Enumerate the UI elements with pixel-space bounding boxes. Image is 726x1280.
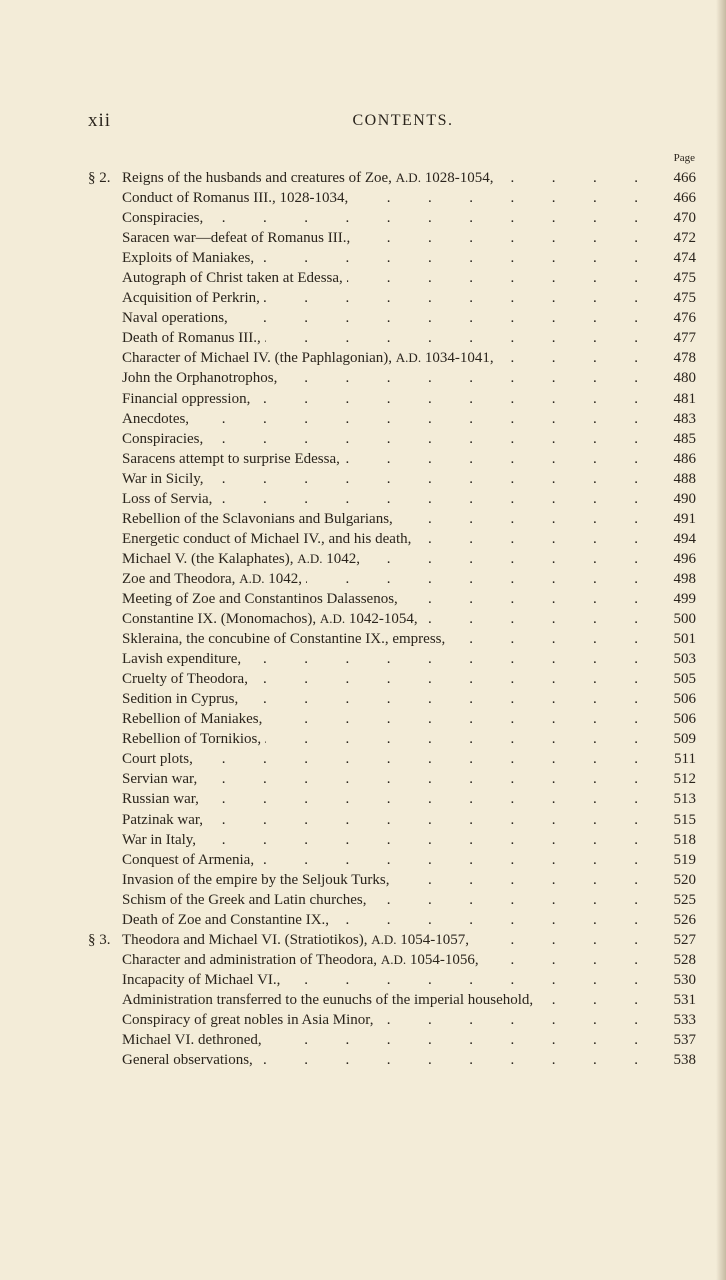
entry-page-number: 531 xyxy=(673,991,696,1008)
entry-page-number: 505 xyxy=(673,671,696,688)
entry-title: Constantine IX. (Monomachos), A.D. 1042-1054, xyxy=(122,609,422,629)
toc-entry xyxy=(88,649,696,669)
toc-entry xyxy=(88,328,696,348)
entry-title: Court plots, xyxy=(122,749,197,769)
table-of-contents xyxy=(88,168,696,1070)
toc-entry xyxy=(88,629,696,649)
entry-title: Zoe and Theodora, A.D. 1042, xyxy=(122,569,306,589)
toc-entry xyxy=(88,850,696,870)
entry-title: Schism of the Greek and Latin churches, xyxy=(122,890,371,910)
entry-title: Patzinak war, xyxy=(122,810,207,830)
entry-page-number: 498 xyxy=(673,570,696,587)
entry-page-number: 527 xyxy=(673,931,696,948)
entry-page-number: 501 xyxy=(673,631,696,648)
toc-entry xyxy=(88,288,696,308)
entry-title: General observations, xyxy=(122,1050,257,1070)
entry-title: Character and administration of Theodora, A.D. 1054-1056, xyxy=(122,950,483,970)
entry-page-number: 481 xyxy=(673,390,696,407)
entry-title: Anecdotes, xyxy=(122,409,193,429)
entry-title: Saracens attempt to surprise Edessa, xyxy=(122,449,344,469)
entry-title: Conduct of Romanus III., 1028-1034, xyxy=(122,188,352,208)
toc-entry xyxy=(88,910,696,930)
entry-title: Conspiracies, xyxy=(122,429,207,449)
entry-page-number: 480 xyxy=(673,370,696,387)
entry-title: Conspiracy of great nobles in Asia Minor, xyxy=(122,1010,377,1030)
entry-page-number: 512 xyxy=(673,771,696,788)
toc-entry xyxy=(88,228,696,248)
entry-page-number: 476 xyxy=(673,310,696,327)
entry-page-number: 499 xyxy=(673,590,696,607)
toc-entry xyxy=(88,208,696,228)
entry-title: Financial oppression, xyxy=(122,389,254,409)
entry-page-number: 533 xyxy=(673,1011,696,1028)
toc-entry xyxy=(88,769,696,789)
entry-title: Administration transferred to the eunuchs of the imperial household, xyxy=(122,990,537,1010)
toc-entry xyxy=(88,569,696,589)
entry-title: Sedition in Cyprus, xyxy=(122,689,242,709)
entry-title: Death of Romanus III., xyxy=(122,328,265,348)
toc-entry xyxy=(88,449,696,469)
toc-entry xyxy=(88,609,696,629)
toc-entry xyxy=(88,709,696,729)
entry-title: Rebellion of the Sclavonians and Bulgarians, xyxy=(122,509,397,529)
entry-page-number: 503 xyxy=(673,651,696,668)
entry-title: War in Sicily, xyxy=(122,469,208,489)
entry-page-number: 496 xyxy=(673,550,696,567)
entry-page-number: 518 xyxy=(673,831,696,848)
entry-page-number: 491 xyxy=(673,510,696,527)
entry-page-number: 475 xyxy=(673,270,696,287)
page-column-heading: Page xyxy=(673,152,695,164)
entry-title: Conquest of Armenia, xyxy=(122,850,258,870)
toc-entry xyxy=(88,990,696,1010)
toc-entry xyxy=(88,689,696,709)
entry-page-number: 470 xyxy=(673,210,696,227)
toc-entry xyxy=(88,469,696,489)
toc-entry xyxy=(88,368,696,388)
entry-title: Michael V. (the Kalaphates), A.D. 1042, xyxy=(122,549,364,569)
page-edge-shadow xyxy=(716,0,726,1280)
entry-title: Naval operations, xyxy=(122,308,232,328)
entry-page-number: 466 xyxy=(673,170,696,186)
toc-entry xyxy=(88,789,696,809)
entry-title: Character of Michael IV. (the Paphlagonian), A.D. 1034-1041, xyxy=(122,348,498,368)
entry-page-number: 528 xyxy=(673,951,696,968)
entry-page-number: 526 xyxy=(673,911,696,928)
dot-leader xyxy=(122,749,638,769)
entry-title: Servian war, xyxy=(122,769,201,789)
entry-page-number: 513 xyxy=(673,791,696,808)
entry-page-number: 525 xyxy=(673,891,696,908)
entry-page-number: 475 xyxy=(673,290,696,307)
running-title: CONTENTS. xyxy=(352,112,454,129)
toc-entry xyxy=(88,749,696,769)
entry-title: Meeting of Zoe and Constantinos Dalassenos, xyxy=(122,589,402,609)
toc-entry xyxy=(88,1030,696,1050)
entry-page-number: 474 xyxy=(673,250,696,267)
toc-entry xyxy=(88,509,696,529)
page-number: xii xyxy=(88,110,112,131)
entry-page-number: 490 xyxy=(673,490,696,507)
toc-entry xyxy=(88,389,696,409)
entry-title: Invasion of the empire by the Seljouk Turks, xyxy=(122,870,393,890)
dot-leader xyxy=(122,409,638,429)
toc-entry xyxy=(88,810,696,830)
toc-entry xyxy=(88,168,696,188)
page-header xyxy=(88,110,688,136)
toc-entry xyxy=(88,308,696,328)
entry-page-number: 477 xyxy=(673,330,696,347)
entry-title: War in Italy, xyxy=(122,830,200,850)
entry-page-number: 538 xyxy=(673,1052,696,1069)
entry-title: Theodora and Michael VI. (Stratiotikos), A.D. 1054-1057, xyxy=(122,930,473,950)
entry-title: Conspiracies, xyxy=(122,208,207,228)
toc-entry xyxy=(88,729,696,749)
entry-page-number: 483 xyxy=(673,410,696,427)
entry-title: Michael VI. dethroned, xyxy=(122,1030,266,1050)
toc-entry xyxy=(88,529,696,549)
entry-title: Cruelty of Theodora, xyxy=(122,669,252,689)
entry-page-number: 506 xyxy=(673,691,696,708)
toc-entry xyxy=(88,890,696,910)
entry-page-number: 488 xyxy=(673,470,696,487)
entry-title: John the Orphanotrophos, xyxy=(122,368,281,388)
entry-page-number: 519 xyxy=(673,851,696,868)
entry-page-number: 500 xyxy=(673,611,696,628)
toc-entry xyxy=(88,950,696,970)
entry-page-number: 494 xyxy=(673,530,696,547)
section-number: § 2. xyxy=(88,170,111,186)
toc-entry xyxy=(88,348,696,368)
entry-page-number: 485 xyxy=(673,430,696,447)
toc-entry xyxy=(88,248,696,268)
entry-title: Russian war, xyxy=(122,789,203,809)
entry-page-number: 478 xyxy=(673,350,696,367)
entry-title: Death of Zoe and Constantine IX., xyxy=(122,910,333,930)
entry-title: Reigns of the husbands and creatures of Zoe, A.D. 1028-1054, xyxy=(122,168,497,188)
entry-page-number: 506 xyxy=(673,711,696,728)
toc-entry xyxy=(88,1050,696,1070)
entry-title: Energetic conduct of Michael IV., and his death, xyxy=(122,529,415,549)
toc-entry xyxy=(88,409,696,429)
entry-title: Acquisition of Perkrin, xyxy=(122,288,264,308)
toc-entry xyxy=(88,489,696,509)
entry-page-number: 520 xyxy=(673,871,696,888)
toc-entry xyxy=(88,268,696,288)
toc-entry xyxy=(88,549,696,569)
entry-page-number: 472 xyxy=(673,230,696,247)
toc-entry xyxy=(88,830,696,850)
entry-title: Autograph of Christ taken at Edessa, xyxy=(122,268,347,288)
entry-title: Rebellion of Maniakes, xyxy=(122,709,266,729)
entry-page-number: 530 xyxy=(673,971,696,988)
entry-title: Lavish expenditure, xyxy=(122,649,245,669)
toc-entry xyxy=(88,589,696,609)
entry-title: Incapacity of Michael VI., xyxy=(122,970,284,990)
entry-page-number: 511 xyxy=(674,751,696,768)
toc-entry xyxy=(88,970,696,990)
entry-title: Saracen war—defeat of Romanus III., xyxy=(122,228,354,248)
toc-entry xyxy=(88,669,696,689)
entry-page-number: 486 xyxy=(673,450,696,467)
toc-entry xyxy=(88,188,696,208)
entry-page-number: 509 xyxy=(673,731,696,748)
entry-page-number: 515 xyxy=(673,811,696,828)
toc-entry xyxy=(88,870,696,890)
toc-entry xyxy=(88,930,696,950)
entry-title: Rebellion of Tornikios, xyxy=(122,729,265,749)
entry-page-number: 537 xyxy=(673,1032,696,1049)
toc-entry xyxy=(88,429,696,449)
section-number: § 3. xyxy=(88,931,111,948)
entry-page-number: 466 xyxy=(673,190,696,207)
entry-title: Exploits of Maniakes, xyxy=(122,248,258,268)
toc-entry xyxy=(88,1010,696,1030)
entry-title: Loss of Servia, xyxy=(122,489,216,509)
entry-title: Skleraina, the concubine of Constantine IX., empress, xyxy=(122,629,449,649)
